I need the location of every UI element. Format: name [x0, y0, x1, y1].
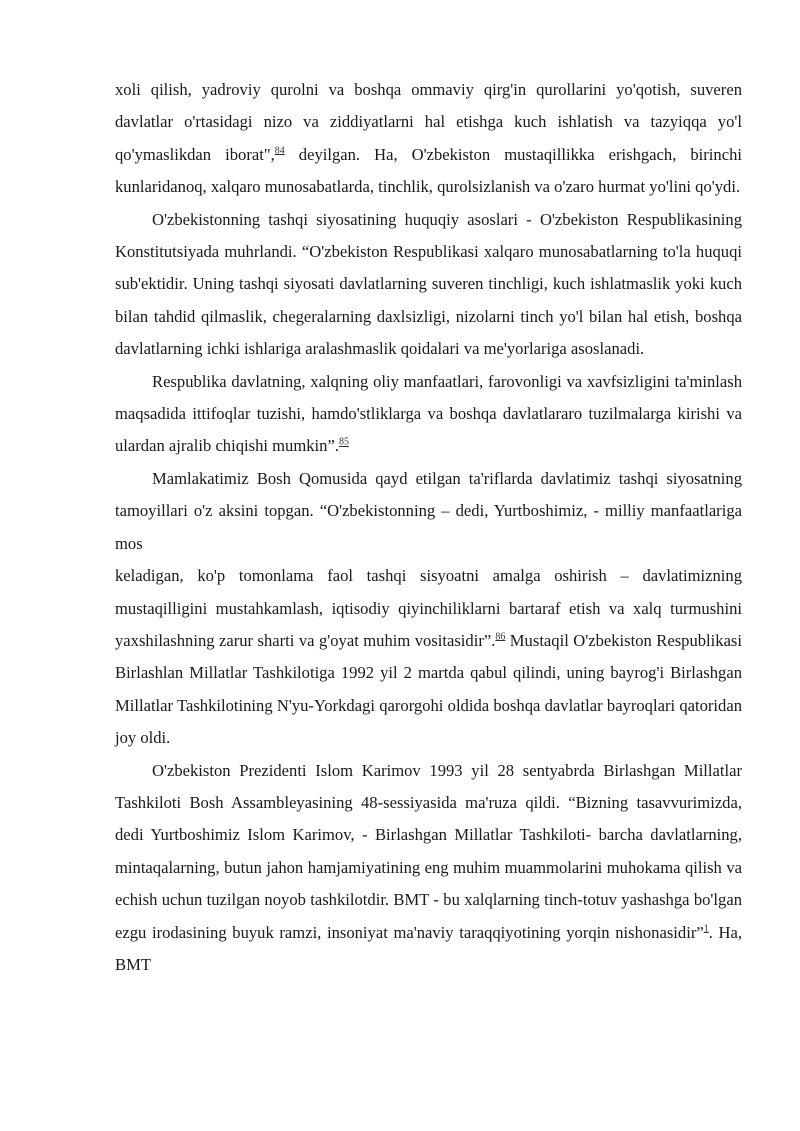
footnote-ref[interactable]: 85: [338, 436, 349, 448]
paragraph-p5: [115, 560, 742, 754]
paragraph-text: O'zbekistonning tashqi siyosatining huquqiy asoslari - O'zbekiston Respublikasining Konstitutsiyada muhrlandi. “O'zbekiston Respublikasi xalqaro munosabatlarning to'la huquqi sub'ektidir. Uning tashqi siyosati davlatlarning suveren tinchligi, kuch ishlatmaslik yoki kuch bilan tahdid qilmaslik, chegeralarning daxlsizligi, nizolarni tinch yo'l bilan hal etish, boshqa davlatlarning ichki ishlariga aralashmaslik qoidalari va me'yorlariga asoslanadi.: [115, 209, 742, 359]
paragraph-p2: [115, 204, 742, 366]
paragraph-p6: [115, 755, 742, 982]
paragraph-text: xoli qilish, yadroviy qurolni va boshqa ommaviy qirg'in qurollarini yo'qotish, suveren davlatlar o'rtasidagi nizo va ziddiyatlarni hal etishga kuch ishlatish va tazyiqqa yo'l qo'ymaslikdan iborat",: [115, 80, 742, 164]
paragraph-p3: [115, 366, 742, 463]
paragraph-text: Mamlakatimiz Bosh Qomusida qayd etilgan ta'riflarda davlatimiz tashqi siyosatning tamoyillari o'z aksini topgan. “O'zbekistonning – dedi, Yurtboshimiz, - milliy manfaatlariga mos: [115, 468, 742, 553]
footnote-ref[interactable]: 1: [703, 923, 709, 935]
paragraph-p1: [115, 74, 742, 204]
footnote-ref[interactable]: 86: [495, 631, 506, 643]
paragraph-text: deyilgan. Ha, O'zbekiston mustaqillikka erishgach, birinchi kunlaridanoq, xalqaro munosabatlarda, tinchlik, qurolsizlanish va o'zaro hurmat yo'lini qo'ydi.: [115, 144, 742, 197]
paragraph-text: keladigan, ko'p tomonlama faol tashqi sisyoatni amalga oshirish – davlatimizning mustaqilligini mustahkamlash, iqtisodiy qiyinchiliklarni bartaraf etish va xalq turmushini yaxshilashning zarur sharti va g'oyat muhim vositasidir”.: [115, 566, 742, 650]
paragraph-text: Mustaqil O'zbekiston Respublikasi Birlashlan Millatlar Tashkilotiga 1992 yil 2 martda qabul qilindi, uning bayrog'i Birlashgan Millatlar Tashkilotining N'yu-Yorkdagi qarorgohi oldida boshqa davlatlar bayroqlari qatoridan joy oldi.: [115, 630, 742, 748]
footnote-ref[interactable]: 84: [274, 145, 285, 157]
paragraph-text: Respublika davlatning, xalqning oliy manfaatlari, farovonligi va xavfsizligini ta'minlash maqsadida ittifoqlar tuzishi, hamdo'stliklarga va boshqa davlatlararo tuzilmalarga kirishi va ulardan ajralib chiqishi mumkin”.: [115, 371, 742, 456]
paragraph-p4: [115, 463, 742, 560]
paragraph-text: O'zbekiston Prezidenti Islom Karimov 1993 yil 28 sentyabrda Birlashgan Millatlar Tashkiloti Bosh Assambleyasining 48-sessiyasida ma'ruza qildi. “Bizning tasavvurimizda, dedi Yurtboshimiz Islom Karimov, - Birlashgan Millatlar Tashkiloti- barcha davlatlarning, mintaqalarning, butun jahon hamjamiyatining eng muhim muammolarini muhokama qilish va echish uchun tuzilgan noyob tashkilotdir. BMT - bu xalqlarning tinch-totuv yashashga bo'lgan ezgu irodasining buyuk ramzi, insoniyat ma'naviy taraqqiyotining yorqin nishonasidir”: [115, 760, 742, 942]
paragraph-text: . Ha, BMT: [115, 922, 743, 974]
document-page: [115, 74, 742, 981]
